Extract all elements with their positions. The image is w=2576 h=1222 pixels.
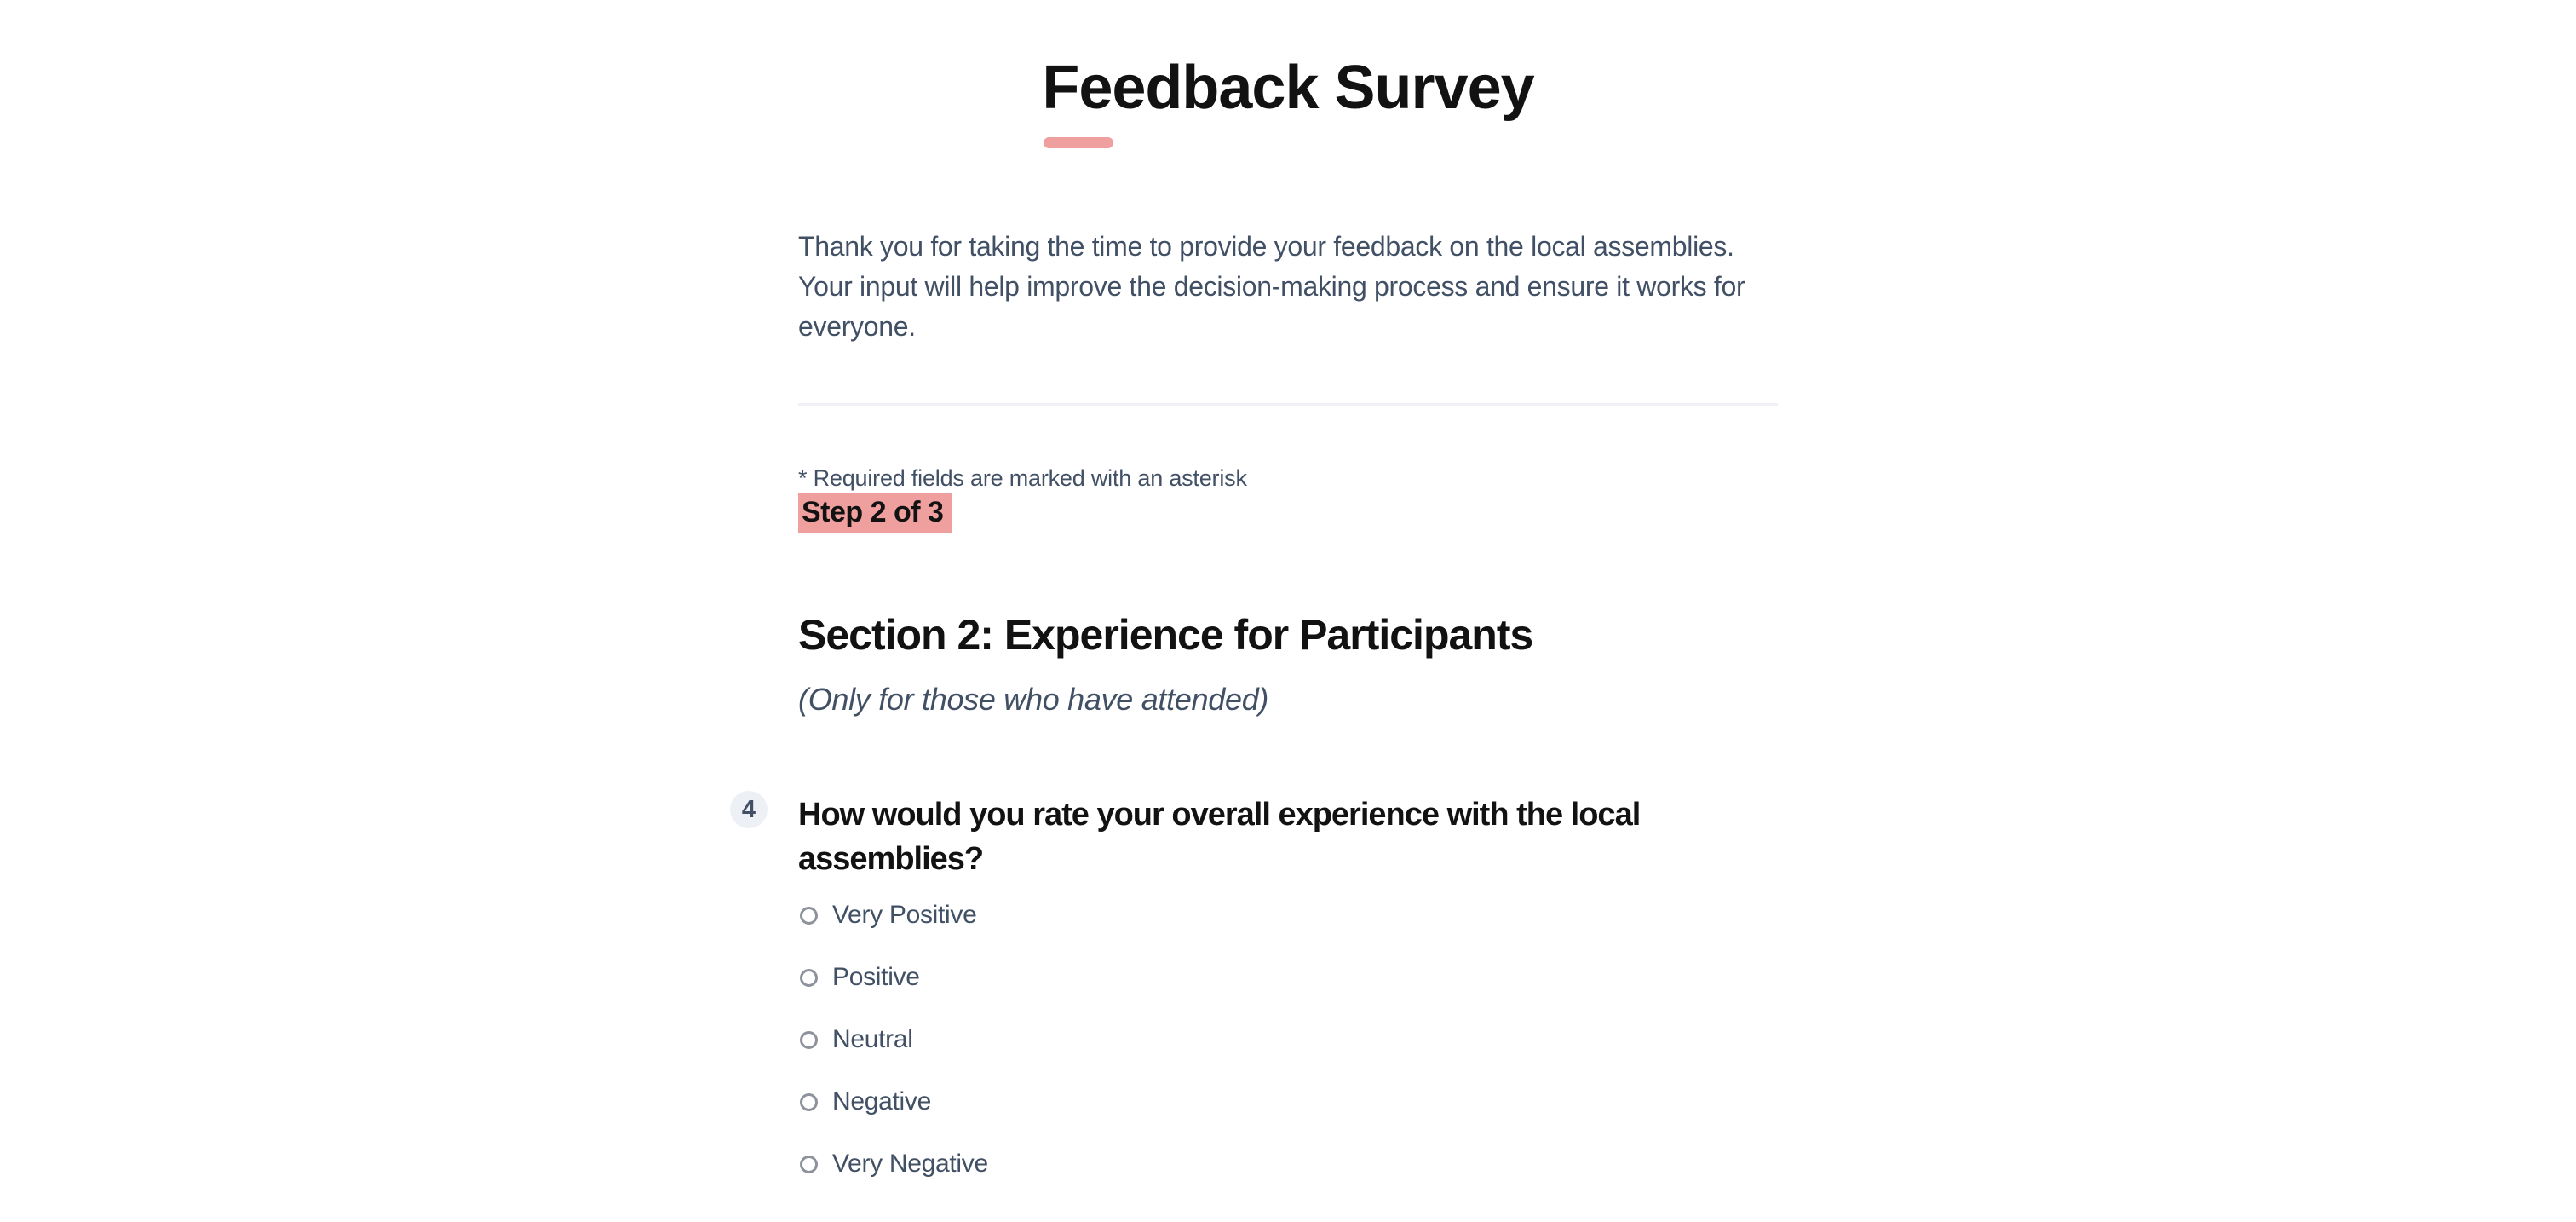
survey-page — [741, 0, 1778, 1179]
question-text: How would you rate your overall experience with the local assemblies? — [798, 797, 1641, 878]
options-list — [798, 900, 1778, 1179]
section-heading: Section 2: Experience for Participants — [798, 611, 1533, 660]
radio-option-negative[interactable] — [798, 1087, 1778, 1117]
required-fields-note: * Required fields are marked with an asterisk — [798, 465, 1247, 492]
radio-button-icon[interactable] — [800, 969, 818, 987]
question-block — [741, 793, 1778, 1179]
radio-option-very-positive[interactable] — [798, 900, 1778, 931]
option-label: Very Negative — [832, 1150, 988, 1179]
radio-option-positive[interactable] — [798, 962, 1778, 993]
section-subtitle: (Only for those who have attended) — [798, 682, 1269, 718]
intro-text: Thank you for taking the time to provide your feedback on the local assemblies. Your input will help improve the decision-making process and ensure it works for everyone. — [798, 231, 1745, 343]
option-label: Very Positive — [832, 901, 977, 930]
question-number-badge: 4 — [730, 791, 768, 828]
header — [798, 51, 1778, 124]
radio-option-neutral[interactable] — [798, 1024, 1778, 1055]
divider — [798, 403, 1778, 406]
radio-button-icon[interactable] — [800, 907, 818, 925]
radio-button-icon[interactable] — [800, 1093, 818, 1111]
radio-button-icon[interactable] — [800, 1156, 818, 1173]
radio-button-icon[interactable] — [800, 1031, 818, 1049]
option-label: Positive — [832, 963, 920, 992]
radio-option-very-negative[interactable] — [798, 1149, 1778, 1179]
option-label: Negative — [832, 1087, 932, 1116]
step-indicator: Step 2 of 3 — [798, 493, 952, 533]
option-label: Neutral — [832, 1025, 913, 1054]
page-title: Feedback Survey — [1042, 51, 1533, 124]
